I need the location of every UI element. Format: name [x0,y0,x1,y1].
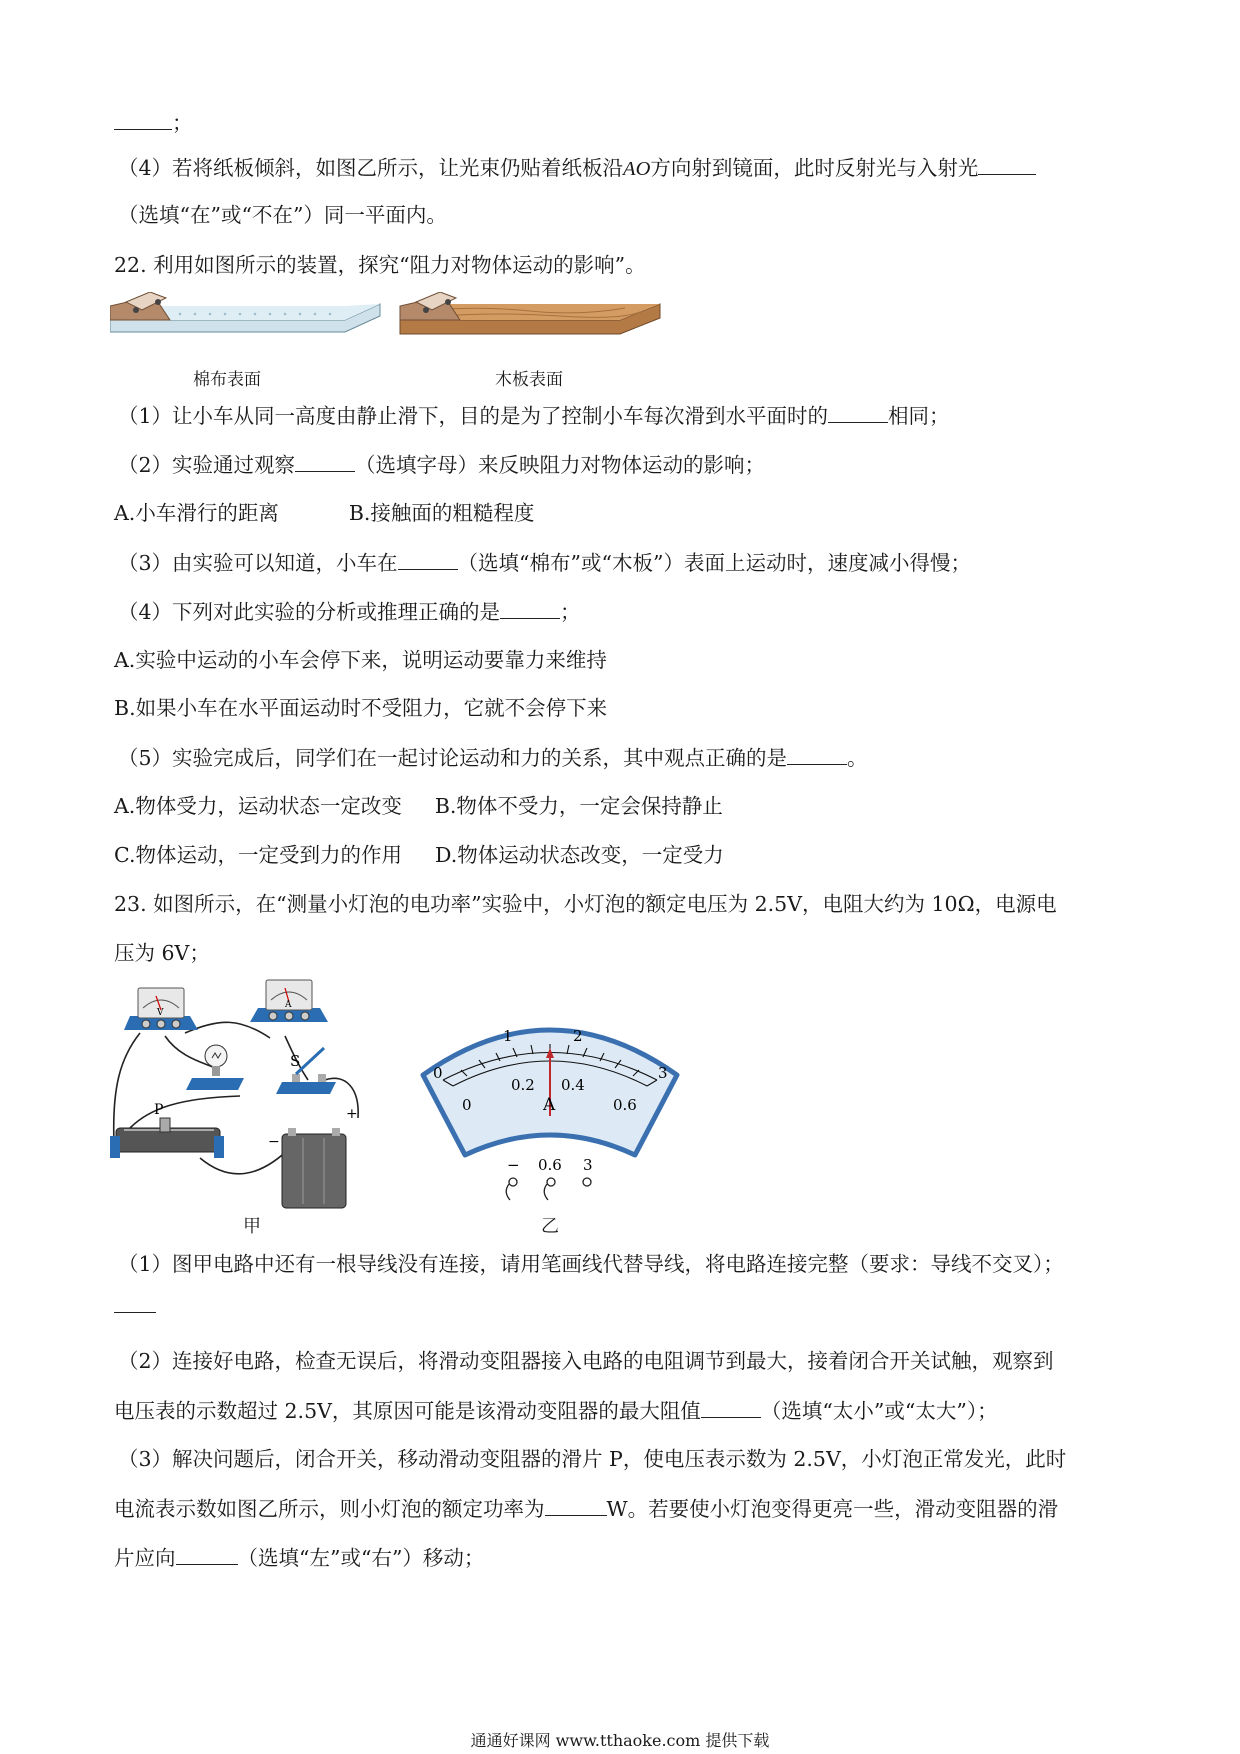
q22-title: 22. 利用如图所示的装置，探究“阻力对物体运动的影响”。 [114,253,646,277]
answer-blank[interactable] [295,449,355,472]
light-bulb [186,1045,244,1090]
answer-blank[interactable] [500,596,560,619]
ammeter-dial-yi [415,1020,685,1215]
answer-blank[interactable] [114,107,172,130]
q23-title-l1: 23. 如图所示，在“测量小灯泡的电功率”实验中，小灯泡的额定电压为 2.5V，电阻大约为 10Ω，电源电 [114,892,1057,916]
ammeter-letter: A [285,1000,292,1010]
dial-top-tick-3: 3 [658,1064,668,1082]
dial-top-tick-2: 2 [573,1027,583,1045]
q22-subq2: （2）实验通过观察 （选填字母）来反映阻力对物体运动的影响； [118,449,765,480]
dial-bottom-tick-1: 0.2 [511,1076,535,1094]
q22-subq4-optB: B.如果小车在水平面运动时不受阻力，它就不会停下来 [114,696,608,720]
caption-cotton: 棉布表面 [193,370,261,390]
ramp-figure [110,292,670,364]
q22-subq5-options-cd [114,840,724,870]
q23-subq3-l3: 片应向 （选填“左”或“右”）移动； [114,1542,484,1573]
option-a: A.物体受力，运动状态一定改变 [114,794,402,818]
q22-subq5: （5）实验完成后，同学们在一起讨论运动和力的关系，其中观点正确的是 。 [118,742,868,773]
caption-wood: 木板表面 [495,370,563,390]
answer-blank[interactable] [114,1290,156,1313]
switch-label: S [290,1052,301,1070]
option-c: C.物体运动，一定受到力的作用 [114,843,402,867]
answer-blank[interactable] [545,1493,607,1516]
q23-title-l2: 压为 6V； [114,941,210,965]
sliding-rheostat [110,1118,224,1158]
option-b: B.物体不受力，一定会保持静止 [434,794,723,818]
answer-blank[interactable] [787,742,847,765]
dial-unit: A [543,1095,556,1115]
q23-subq3-l1: （3）解决问题后，闭合开关，移动滑动变阻器的滑片 P，使电压表示数为 2.5V，小灯泡正常发光，此时 [118,1447,1067,1471]
q23-subq1-answer-line [114,1290,156,1321]
wood-surface-setup [400,292,660,334]
dial-bottom-tick-0: 0 [462,1096,472,1114]
q21-subq4: （4）若将纸板倾斜，如图乙所示，让光束仍贴着纸板沿AO方向射到镜面，此时反射光与入射光 [118,152,1036,184]
option-a: A.小车滑行的距离 [114,501,279,525]
option-d: D.物体运动状态改变，一定受力 [434,843,724,867]
dial-top-tick-0: 0 [433,1064,443,1082]
q22-subq4-optA: A.实验中运动的小车会停下来，说明运动要靠力来维持 [114,648,607,672]
cotton-surface-setup [110,292,380,332]
circuit-figure-jia [110,978,410,1228]
q22-subq4: （4）下列对此实验的分析或推理正确的是 ； [118,596,581,627]
answer-blank[interactable] [828,400,888,423]
caption-yi: 乙 [541,1216,559,1237]
option-b: B.接触面的粗糙程度 [348,501,535,525]
battery-minus: − [268,1134,280,1150]
answer-blank[interactable] [176,1542,238,1565]
answer-blank[interactable] [978,152,1036,175]
switch [276,1048,336,1094]
dial-bottom-tick-2: 0.4 [561,1076,585,1094]
dial-terminal-3: 3 [583,1156,593,1174]
q22-subq3: （3）由实验可以知道，小车在 （选填“棉布”或“木板”）表面上运动时，速度减小得慢； [118,547,971,578]
dial-bottom-tick-3: 0.6 [613,1096,637,1114]
q22-subq1: （1）让小车从同一高度由静止滑下，目的是为了控制小车每次滑到水平面时的 相同； [118,400,950,431]
q23-subq2-l1: （2）连接好电路，检查无误后，将滑动变阻器接入电路的电阻调节到最大，接着闭合开关试触，观察到 [118,1349,1054,1373]
q21-line0: ； [114,107,193,138]
q23-subq1: （1）图甲电路中还有一根导线没有连接，请用笔画线代替导线，将电路连接完整（要求：导线不交叉）； [118,1252,1064,1276]
q21-subq4-cont: （选填“在”或“不在”）同一平面内。 [118,203,447,227]
battery [282,1128,346,1208]
page-footer: 通通好课网 www.tthaoke.com 提供下载 [470,1731,770,1750]
voltmeter-letter: V [157,1008,164,1018]
answer-blank[interactable] [701,1395,761,1418]
dial-terminal-0-6: 0.6 [538,1156,562,1174]
answer-blank[interactable] [398,547,458,570]
dial-top-tick-1: 1 [503,1027,513,1045]
q23-subq2-l2: 电压表的示数超过 2.5V，其原因可能是该滑动变阻器的最大阻值 （选填“太小”或“太大”）； [114,1395,998,1426]
q22-subq5-options-ab [114,791,723,821]
dial-terminal-hooks [506,1178,591,1200]
q22-subq2-options [114,498,534,528]
dial-terminal-minus: − [507,1156,520,1174]
battery-plus: + [346,1106,358,1122]
q23-subq3-l2: 电流表示数如图乙所示，则小灯泡的额定功率为 W。若要使小灯泡变得更亮一些，滑动变阻器的滑 [114,1493,1058,1524]
caption-jia: 甲 [243,1216,261,1237]
slider-label: P [154,1102,164,1118]
